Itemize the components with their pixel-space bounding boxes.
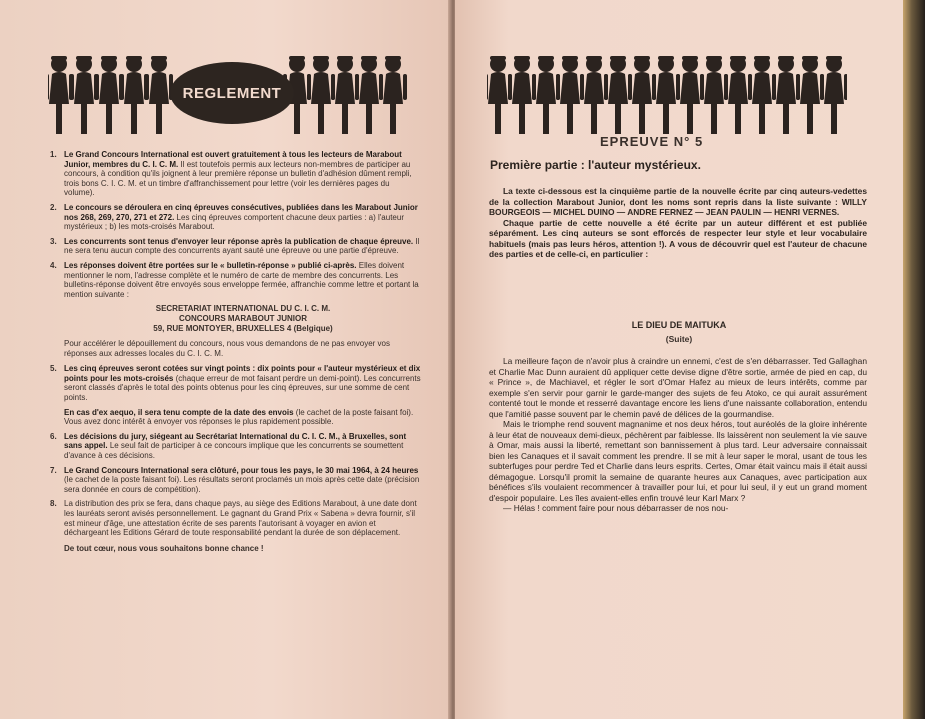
story-body	[489, 356, 867, 514]
intro-paragraph: La texte ci-dessous est la cinquième partie de la nouvelle écrite par cinq auteurs-vedettes de la collection Marabout Junior, dont les noms sont repris dans la liste suivante : WILLY BOURGEOIS — MICHEL DUINO — ANDRE FERNEZ — JEAN PAULIN — HENRI VERNES.	[489, 186, 867, 217]
address-line: SECRETARIAT INTERNATIONAL DU C. I. C. M.	[155, 304, 331, 314]
story-suite: (Suite)	[665, 334, 693, 344]
children-banner-right	[487, 52, 847, 142]
rule-text: Les cinq épreuves comportent chacune deux parties : a) l'auteur mystérieux ; b) les mots-croisés Marabout.	[64, 212, 404, 232]
rule-number: 6.	[50, 431, 57, 441]
rule-item-5-continued	[50, 408, 422, 427]
part-title: Première partie : l'auteur mystérieux.	[490, 158, 701, 172]
rule-text: La distribution des prix se fera, dans chaque pays, au siège des Editions Marabout, à une date dont les lauréats seront avisés personnellement. Le gagnant du Grand Prix « Sabena » devra fournir, s'il est mineur d'âge, une attestation écrite de ses parents l'autorisant à voyager en avion et déchargeant les Editions Gérard de toute responsabilité pendant la durée de son déplacement.	[64, 499, 417, 538]
rule-item-5	[50, 364, 422, 402]
rule-text: (le cachet de la poste faisant foi). Vous avez donc intérêt à envoyer vos réponses le plus rapidement possible.	[64, 407, 414, 427]
rule-text: Il est toutefois permis aux lecteurs non-membres de participer au concours, à condition qu'ils joignent à leur première réponse un bulletin d'adhésion dûment rempli, trois bons C. I. C. M. et un timbre d'affranchissement pour lettre (voir les dernières pages du volume).	[64, 159, 412, 198]
rule-text: Elles doivent mentionner le nom, l'adresse complète et le numéro de carte de membre des concurrents. Les bulletins-réponse doivent être envoyés sous enveloppe fermée, affranchie comme lettre et portant la mention suivante :	[64, 260, 419, 299]
rule-text: Le seul fait de participer à ce concours implique que les concurrents se soumettent d'avance à ces décisions.	[64, 441, 404, 461]
story-paragraph: La meilleure façon de n'avoir plus à craindre un ennemi, c'est de s'en débarrasser. Ted Gallaghan et Charlie Mac Dunn auraient dû appliquer cette devise digne d'être sortie, armée de pied en cap, du « Prince », de Machiavel, et régler le sort d'Omar Hafez au mieux de leurs intérêts, comme par exemple s'en servir pour garnir le garde-manger des sujets de feu Atoko, ce qui aurait assurément contenté tout le monde et resserré davantage encore les liens d'une naissante collaboration, entendu que l'amitié passe souvent par le chemin pavé de délices de la gourmandise.	[489, 356, 867, 419]
rule-lead: Les cinq épreuves seront cotées sur vingt points : dix points pour « l'auteur mystérieux et dix points pour les mots-croisés	[64, 364, 421, 383]
rule-item-6	[50, 432, 422, 461]
rule-number	[50, 408, 64, 427]
closing-wish: De tout cœur, nous vous souhaitons bonne chance !	[64, 543, 264, 553]
rule-text: Il ne sera tenu aucun compte des concurrents ayant sauté une épreuve ou une partie d'épreuve.	[64, 236, 420, 256]
address-line: CONCOURS MARABOUT JUNIOR	[179, 313, 307, 323]
left-page	[0, 0, 452, 719]
intro-paragraph-2: Chaque partie de cette nouvelle a été écrite par un auteur différent et est publiée séparément. Les cinq auteurs se sont efforcés de respecter leur style et leur vocabulaire habituels (mais pas leurs héros, attention !). A vous de découvrir quel est l'auteur de chacune des parties et de celle-ci, en particulier :	[489, 217, 867, 259]
rule-lead: Les concurrents sont tenus d'envoyer leur réponse après la publication de chaque épreuve.	[64, 236, 414, 246]
rule-text: (le cachet de la poste faisant foi). Les résultats seront proclamés un mois après cette date (précision sera donnée en cours de compétition).	[64, 475, 420, 494]
rules-list	[50, 150, 422, 553]
rule-number: 4.	[50, 260, 57, 270]
rule-item-2	[50, 203, 422, 232]
rule-number: 5.	[50, 364, 57, 374]
page-edge	[903, 0, 925, 719]
mailing-address	[64, 304, 422, 333]
intro-block	[489, 186, 867, 260]
rule-item-1	[50, 150, 422, 198]
rule-number: 1.	[50, 150, 57, 159]
address-line: 59, RUE MONTOYER, BRUXELLES 4 (Belgique)	[153, 323, 333, 333]
rule-number: 8.	[50, 499, 57, 509]
rule-lead: Les réponses doivent être portées sur le « bulletin-réponse » publié ci-après.	[64, 260, 357, 270]
rule-item-8	[50, 499, 422, 537]
epreuve-title: EPREUVE N° 5	[600, 134, 704, 149]
rule-text: (chaque erreur de mot faisant perdre un demi-point). Les concurrents seront classés d'après le total des points obtenus pour les cinq épreuves, sur une somme de cent points.	[64, 373, 421, 403]
rule-number: 3.	[50, 236, 57, 246]
rule-lead: En cas d'ex aequo, il sera tenu compte de la date des envois	[64, 407, 294, 417]
rule-lead: Le Grand Concours International est ouvert gratuitement à tous les lecteurs de Marabout Junior, membres du C. I. C. M.	[64, 150, 402, 169]
rule-item-4	[50, 261, 422, 299]
rule-item-7	[50, 466, 422, 495]
rule-number: 7.	[50, 465, 57, 475]
story-paragraph: — Hélas ! comment faire pour nous débarrasser de nos nou-	[503, 503, 729, 513]
reglement-banner-label: REGLEMENT	[170, 62, 294, 124]
rule-lead: Le Grand Concours International sera clôturé, pour tous les pays, le 30 mai 1964, à 24 heures	[64, 465, 419, 475]
address-note: Pour accélérer le dépouillement du concours, nous vous demandons de ne pas envoyer vos réponses aux adresses locales du C. I. C. M.	[64, 339, 390, 358]
story-paragraph: Mais le triomphe rend souvent magnanime et nos deux héros, tout auréolés de la gloire inhérente à leur état de nouveaux demi-dieux, péchèrent par faiblesse. Ils laissèrent non seulement la vie sauve à Omar, mais aussi la liberté, remettant son bannissement à plus tard. Leur adversaire connaissait bien les Canaques et il savait comment les prendre. Il se mit à leur saper le moral, usant de tous les subterfuges pour perdre Ted et Charlie dans leurs esprits. Certes, Omar était vaincu mais il était aussi démagogue. Lorsqu'il promit la semaine de quarante heures aux Canaques, avec participation aux bénéfices s'ils voulaient recommencer à travailler pour lui, et pour lui seul, il y eut un grand moment d'espoir populaire. Les îles avaient-elles enfin trouvé leur Karl Marx ?	[489, 419, 867, 503]
story-title: LE DIEU DE MAITUKA	[631, 320, 727, 330]
rule-lead: Les décisions du jury, siégeant au Secrétariat International du C. I. C. M., à Bruxelles, sont sans appel.	[64, 431, 407, 451]
rule-lead: Le concours se déroulera en cinq épreuves consécutives, publiées dans les Marabout Junior nos 268, 269, 270, 271 et 272.	[64, 202, 418, 222]
rule-item-3	[50, 237, 422, 256]
rule-number: 2.	[50, 202, 57, 212]
